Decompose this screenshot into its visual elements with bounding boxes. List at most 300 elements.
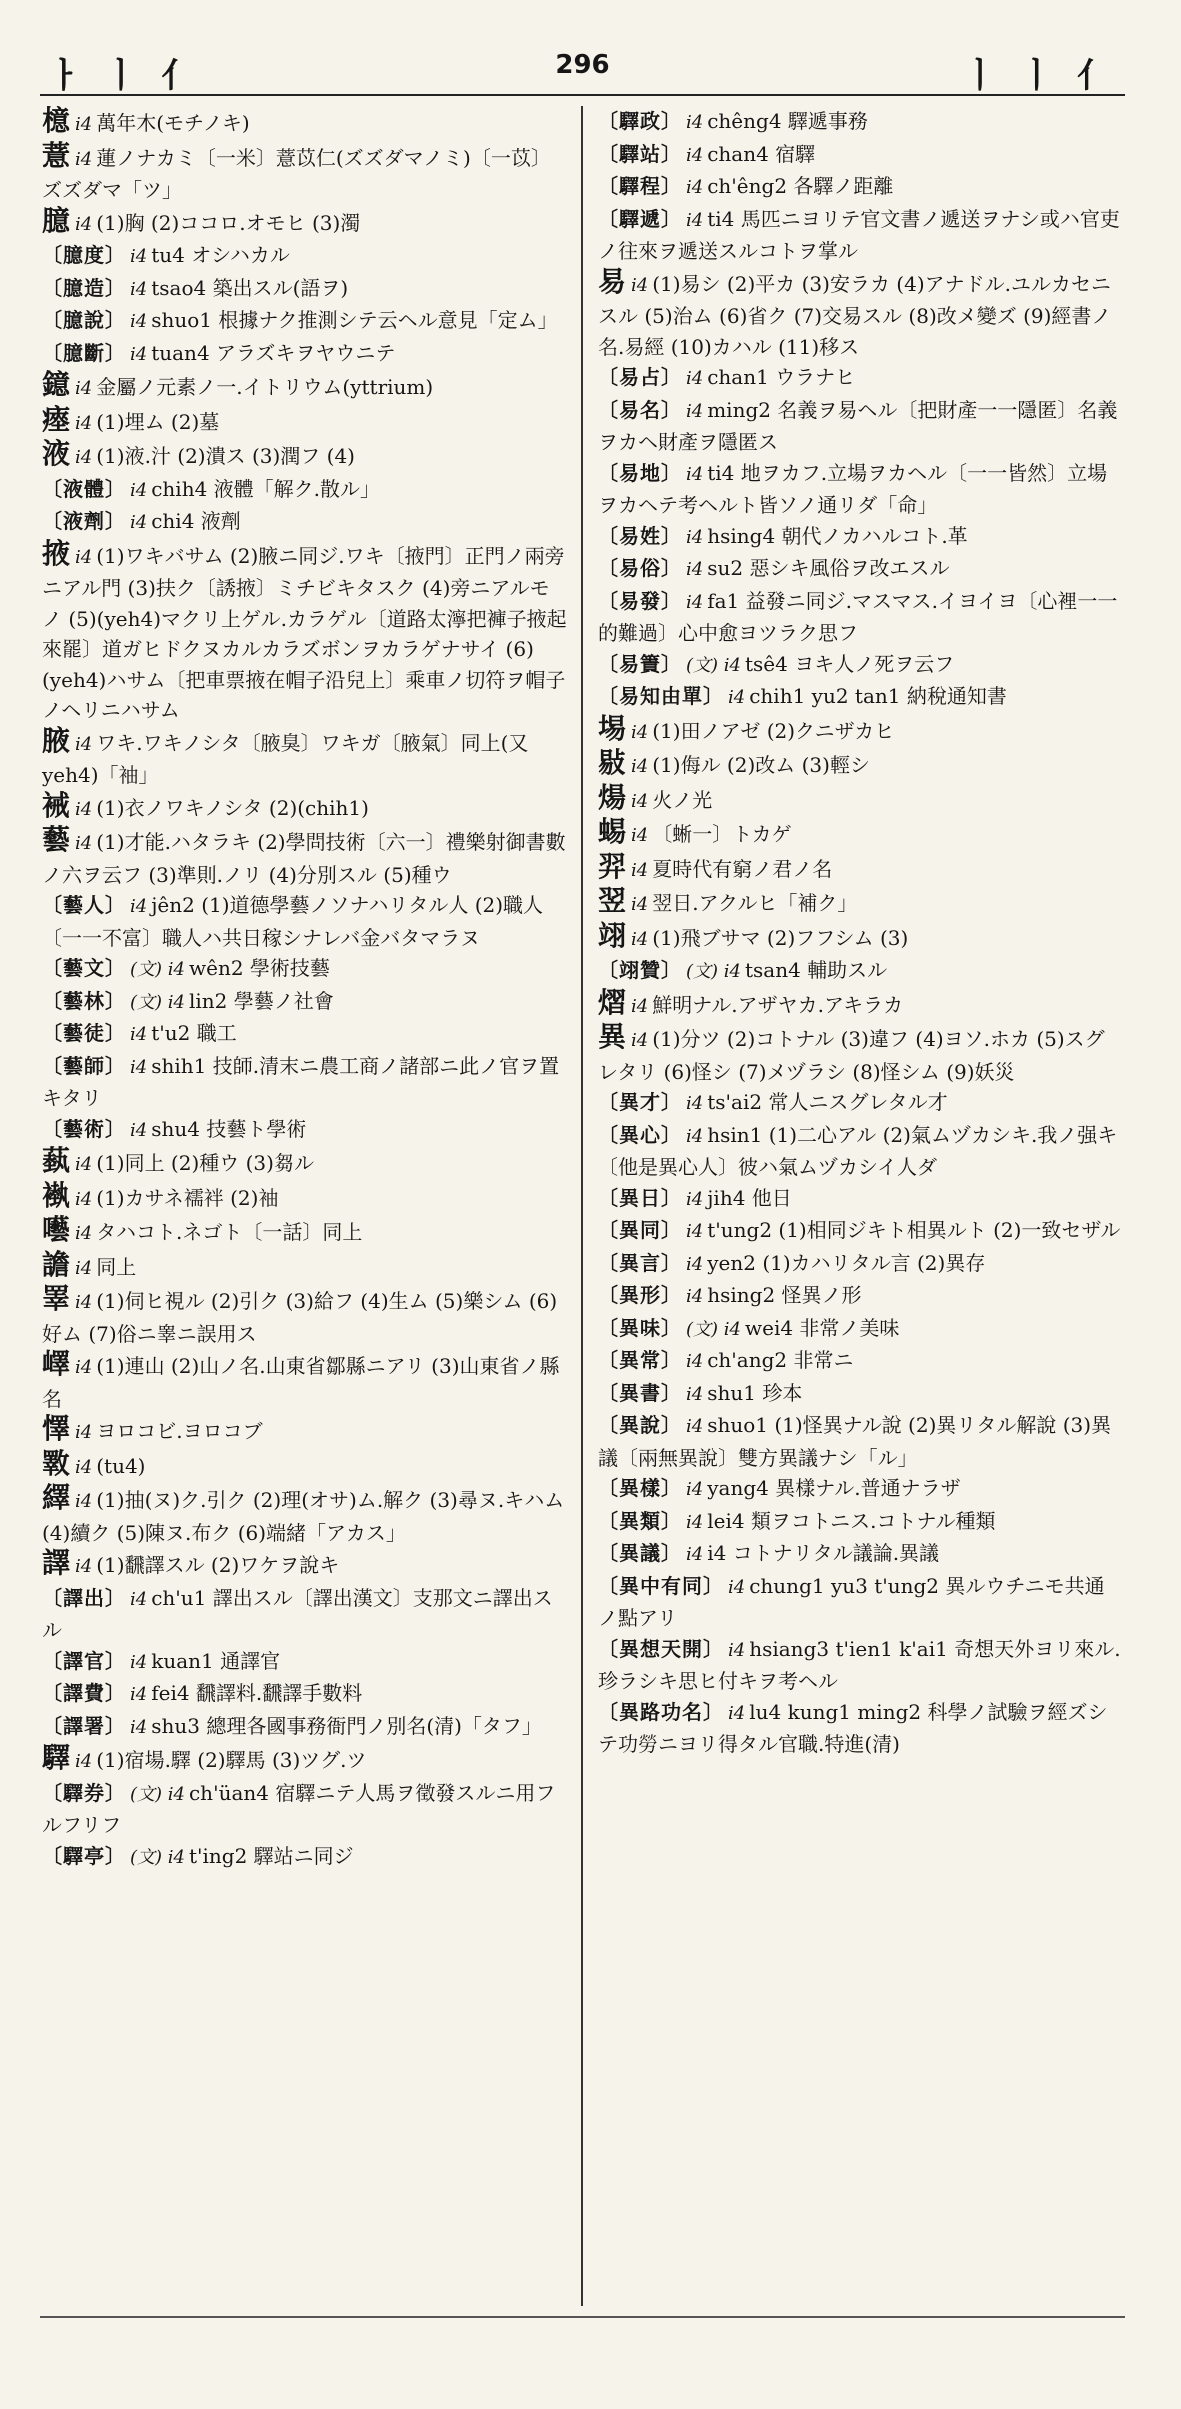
dictionary-columns bbox=[40, 106, 1125, 2306]
entry-headword: 〔臆造〕 bbox=[42, 275, 126, 300]
entry-headword: 〔驛遞〕 bbox=[598, 206, 682, 231]
header-radical-left: ㅏ ㅣ 亻 bbox=[48, 56, 202, 96]
entry-definition: chi4 液劑 bbox=[151, 509, 241, 533]
entry-reading: i4 bbox=[130, 1684, 148, 1705]
entry-headword: 〔驛亭〕 bbox=[42, 1843, 126, 1868]
dictionary-entry bbox=[40, 1711, 568, 1744]
entry-reading: i4 bbox=[631, 825, 649, 846]
entry-definition: 火ノ光 bbox=[652, 787, 713, 812]
dictionary-entry bbox=[596, 955, 1124, 988]
entry-definition: shu1 珍本 bbox=[707, 1380, 803, 1405]
entry-definition: (1)胸 (2)ココロ.オモヒ (3)濁 bbox=[96, 210, 361, 235]
entry-headword: 〔異想天開〕 bbox=[598, 1636, 724, 1661]
entry-headword: 翊 bbox=[598, 918, 628, 952]
entry-headword: 〔異形〕 bbox=[598, 1283, 682, 1307]
entry-headword: 〔異言〕 bbox=[598, 1250, 682, 1275]
entry-reading: i4 bbox=[75, 1422, 93, 1443]
entry-definition: shuo1 根據ナク推測シテ云ヘル意見「定ム」 bbox=[151, 308, 558, 332]
entry-reading: i4 bbox=[75, 378, 93, 399]
entry-definition: shu3 總理各國事務衙門ノ別名(清)「タフ」 bbox=[151, 1713, 542, 1738]
entry-headword: 異 bbox=[598, 1020, 628, 1053]
entry-headword: 藝 bbox=[42, 823, 72, 856]
entry-reading: i4 bbox=[686, 177, 704, 198]
entry-definition: (1)衣ノワキノシタ (2)(chih1) bbox=[96, 795, 369, 820]
dictionary-entry bbox=[596, 362, 1124, 395]
entry-reading: i4 bbox=[686, 144, 704, 166]
entry-definition: hsin1 (1)二心アル (2)氣ムヅカシキ.我ノ强キ〔他是異心人〕彼ハ氣ムヅカシイ人ダ bbox=[598, 1122, 1118, 1179]
dictionary-entry bbox=[40, 273, 568, 306]
dictionary-entry bbox=[596, 1183, 1124, 1216]
entry-definition: ming2 名義ヲ易ヘル〔把財產一一隱匿〕名義ヲカヘ財產ヲ隱匿ス bbox=[598, 397, 1118, 454]
entry-headword: 臆 bbox=[42, 203, 72, 237]
entry-reading: i4 bbox=[75, 1188, 93, 1210]
entry-definition: jên2 (1)道德學藝ノソナハリタル人 (2)職人〔一一不富〕職人ハ共日稼シナレバ金バタマラヌ bbox=[42, 893, 544, 950]
entry-headword: 〔驛政〕 bbox=[598, 109, 682, 133]
entry-reading: i4 bbox=[631, 859, 649, 881]
entry-definition: i4 コトナリタル議論.異議 bbox=[707, 1541, 940, 1565]
entry-headword: 瘞 bbox=[42, 402, 72, 436]
entry-reading: i4 bbox=[686, 1544, 704, 1565]
entry-reading: i4 bbox=[686, 591, 704, 613]
dictionary-entry bbox=[40, 1548, 568, 1583]
dictionary-entry bbox=[596, 711, 1124, 749]
entry-headword: 〔翊贊〕 bbox=[598, 958, 682, 982]
entry-headword: 褹 bbox=[42, 1178, 72, 1212]
entry-headword: 鐿 bbox=[42, 368, 72, 401]
entry-definition: tsao4 築出スル(語ヲ) bbox=[151, 275, 349, 300]
entry-headword: 腋 bbox=[42, 723, 72, 757]
entry-reading: i4 bbox=[75, 1257, 93, 1279]
dictionary-entry bbox=[596, 1215, 1124, 1248]
dictionary-entry bbox=[596, 204, 1124, 267]
entry-headword: 〔易發〕 bbox=[598, 588, 682, 613]
entry-reading: i4 bbox=[75, 833, 93, 854]
dictionary-entry bbox=[40, 1678, 568, 1711]
entry-reading: i4 bbox=[728, 1576, 746, 1598]
entry-definition: (1)ワキバサム (2)腋ニ同ジ.ワキ〔掖門〕正門ノ兩旁ニアル門 (3)扶ク〔誘掖〕ミチビキタスク (4)旁ニアルモノ (5)(yeh4)マクリ上ゲル.カラゲル〔道路太濘把褲子掖起來罷〕道ガヒドクヌカルカラズボンヲカラゲナサイ (6)(yeh4)ハサム〔把車票掖在帽子沿兒上〕乘車ノ切符ヲ帽子ノヘリニハサム bbox=[42, 543, 567, 722]
dictionary-entry bbox=[596, 1280, 1124, 1313]
entry-definition: kuan1 通譯官 bbox=[151, 1648, 281, 1673]
entry-headword: 〔譯官〕 bbox=[42, 1648, 126, 1673]
entry-headword: 〔易占〕 bbox=[598, 365, 682, 389]
entry-reading: i4 bbox=[130, 278, 148, 300]
entry-reading: (文) i4 bbox=[686, 961, 741, 982]
dictionary-entry bbox=[596, 458, 1124, 521]
entry-definition: 〔蜥一〕トカゲ bbox=[652, 822, 792, 846]
entry-reading: i4 bbox=[686, 209, 704, 231]
dictionary-entry bbox=[596, 1634, 1124, 1697]
entry-definition: (1)易シ (2)平カ (3)安ラカ (4)アナドル.ユルカセニスル (5)治ム (6)省ク (7)交易スル (8)改メ變ズ (9)經書ノ名.易經 (10)カハル (11)移ス bbox=[598, 271, 1112, 359]
dictionary-entry bbox=[40, 986, 568, 1019]
dictionary-entry bbox=[596, 264, 1124, 363]
entry-reading: i4 bbox=[130, 311, 148, 332]
entry-definition: tsê4 ヨキ人ノ死ヲ云フ bbox=[744, 651, 955, 676]
dictionary-entry bbox=[40, 370, 568, 405]
page-header bbox=[40, 34, 1125, 96]
entry-reading: i4 bbox=[631, 790, 649, 812]
entry-reading: i4 bbox=[130, 1651, 148, 1673]
entry-headword: 〔異常〕 bbox=[598, 1348, 682, 1372]
dictionary-entry bbox=[40, 536, 568, 726]
entry-reading: i4 bbox=[686, 559, 704, 580]
entry-definition: (1)田ノアゼ (2)クニザカヒ bbox=[652, 718, 895, 743]
entry-headword: 懌 bbox=[42, 1412, 72, 1445]
header-radical-right: ㅣ ㅣ 亻 bbox=[963, 56, 1117, 96]
dictionary-entry bbox=[40, 1247, 568, 1285]
dictionary-entry bbox=[40, 474, 568, 507]
entry-headword: 〔異類〕 bbox=[598, 1508, 682, 1533]
entry-headword: 易 bbox=[598, 264, 628, 298]
entry-definition: shih1 技師.清末ニ農工商ノ諸部ニ此ノ官ヲ置キタリ bbox=[42, 1053, 560, 1110]
dictionary-entry bbox=[40, 953, 568, 986]
entry-reading: i4 bbox=[130, 246, 148, 267]
dictionary-entry bbox=[596, 106, 1124, 139]
entry-definition: yang4 異樣ナル.普通ナラザ bbox=[707, 1476, 961, 1500]
dictionary-entry bbox=[596, 1345, 1124, 1378]
entry-definition: tsan4 輔助スル bbox=[744, 958, 888, 982]
entry-reading: i4 bbox=[631, 756, 649, 777]
entry-reading: (文) i4 bbox=[130, 959, 185, 980]
entry-definition: (1)連山 (2)山ノ名.山東省鄒縣ニアリ (3)山東省ノ縣名 bbox=[42, 1354, 560, 1411]
dictionary-entry bbox=[596, 1120, 1124, 1183]
dictionary-entry bbox=[596, 649, 1124, 682]
dictionary-entry bbox=[596, 1571, 1124, 1634]
entry-reading: i4 bbox=[686, 1416, 704, 1437]
entry-headword: 〔易名〕 bbox=[598, 397, 682, 422]
entry-headword: 檍 bbox=[42, 106, 72, 137]
entry-definition: (1)飛ブサマ (2)フフシム (3) bbox=[652, 925, 909, 950]
dictionary-entry bbox=[596, 521, 1124, 554]
entry-definition: (1)液.汁 (2)潰ス (3)潤フ (4) bbox=[96, 444, 355, 468]
entry-reading: i4 bbox=[728, 1702, 746, 1724]
entry-reading: i4 bbox=[686, 1125, 704, 1147]
dictionary-entry bbox=[596, 139, 1124, 172]
entry-headword: 〔異議〕 bbox=[598, 1541, 682, 1565]
entry-reading: i4 bbox=[631, 721, 649, 743]
entry-headword: 〔驛程〕 bbox=[598, 174, 682, 198]
entry-reading: i4 bbox=[686, 1253, 704, 1275]
entry-reading: i4 bbox=[75, 1357, 93, 1378]
entry-definition: tuan4 アラズキヲヤウニテ bbox=[151, 340, 396, 365]
dictionary-entry bbox=[40, 825, 568, 890]
dictionary-entry bbox=[40, 240, 568, 273]
dictionary-entry bbox=[40, 1215, 568, 1250]
entry-definition: 翌日.アクルヒ「補ク」 bbox=[652, 891, 858, 915]
entry-headword: 〔藝文〕 bbox=[42, 956, 126, 980]
dictionary-entry bbox=[596, 1410, 1124, 1473]
entry-definition: (tu4) bbox=[96, 1453, 146, 1478]
entry-reading: i4 bbox=[75, 546, 93, 568]
entry-headword: 〔異才〕 bbox=[598, 1090, 682, 1114]
entry-definition: 同上 bbox=[96, 1254, 137, 1279]
entry-definition: ch'üan4 宿驛ニテ人馬ヲ徵發スルニ用フルフリフ bbox=[42, 1780, 556, 1837]
dictionary-entry bbox=[596, 985, 1124, 1023]
entry-reading: (文) i4 bbox=[130, 1846, 185, 1868]
entry-definition: ti4 馬匹ニヨリテ官文書ノ遞送ヲナシ或ハ官吏ノ往來ヲ遞送スルコトヲ掌ル bbox=[598, 206, 1120, 263]
entry-reading: i4 bbox=[75, 114, 93, 135]
entry-definition: 夏時代有窮ノ君ノ名 bbox=[652, 856, 833, 881]
entry-definition: ワキ.ワキノシタ〔腋臭〕ワキガ〔腋氣〕同上(又yeh4)「袖」 bbox=[42, 730, 529, 787]
entry-definition: tu4 オシハカル bbox=[151, 243, 290, 267]
entry-headword: 煬 bbox=[598, 780, 628, 814]
entry-definition: lin2 學藝ノ社會 bbox=[188, 988, 334, 1013]
dictionary-entry bbox=[596, 1313, 1124, 1346]
entry-reading: i4 bbox=[686, 1221, 704, 1242]
entry-definition: t'u2 職工 bbox=[151, 1021, 237, 1045]
entry-headword: 〔異味〕 bbox=[598, 1315, 682, 1340]
entry-headword: 〔藝師〕 bbox=[42, 1053, 126, 1078]
entry-reading: i4 bbox=[75, 412, 93, 434]
dictionary-entry bbox=[596, 681, 1124, 714]
dictionary-entry bbox=[596, 1248, 1124, 1281]
entry-definition: su2 惡シキ風俗ヲ改エスル bbox=[707, 556, 950, 580]
entry-reading: i4 bbox=[631, 995, 649, 1017]
entry-headword: 〔異說〕 bbox=[598, 1413, 682, 1437]
entry-definition: wei4 非常ノ美味 bbox=[744, 1315, 900, 1340]
dictionary-entry bbox=[40, 1284, 568, 1349]
dictionary-entry bbox=[40, 439, 568, 474]
entry-definition: ch'ang2 非常ニ bbox=[707, 1348, 854, 1372]
entry-reading: i4 bbox=[75, 1751, 93, 1772]
entry-definition: chan1 ウラナヒ bbox=[707, 365, 856, 389]
entry-headword: 〔臆說〕 bbox=[42, 308, 126, 332]
entry-definition: (1)宿場.驛 (2)驛馬 (3)ツグ.ツ bbox=[96, 1748, 367, 1772]
entry-reading: i4 bbox=[686, 1351, 704, 1372]
entry-reading: i4 bbox=[686, 1093, 704, 1114]
entry-definition: 鮮明ナル.アザヤカ.アキラカ bbox=[652, 992, 904, 1017]
entry-reading: i4 bbox=[130, 896, 148, 917]
dictionary-entry bbox=[40, 1483, 568, 1548]
entry-headword: 〔譯出〕 bbox=[42, 1585, 126, 1610]
entry-headword: 〔異路功名〕 bbox=[598, 1699, 724, 1724]
entry-reading: i4 bbox=[75, 213, 93, 235]
entry-definition: 萬年木(モチノキ) bbox=[96, 111, 250, 135]
entry-headword: 〔液體〕 bbox=[42, 476, 126, 501]
entry-reading: (文) i4 bbox=[686, 1318, 741, 1340]
entry-reading: i4 bbox=[130, 479, 148, 501]
entry-reading: i4 bbox=[686, 112, 704, 133]
entry-headword: 蓺 bbox=[42, 1144, 72, 1177]
dictionary-entry bbox=[596, 918, 1124, 956]
dictionary-entry bbox=[40, 1051, 568, 1114]
dictionary-entry bbox=[40, 1018, 568, 1051]
dictionary-entry bbox=[40, 106, 568, 141]
entry-definition: fei4 飜譯料.飜譯手數料 bbox=[151, 1681, 363, 1705]
entry-definition: hsing4 朝代ノカハルコト.革 bbox=[707, 523, 968, 548]
entry-definition: shuo1 (1)怪異ナル說 (2)異リタル解說 (3)異議〔兩無異說〕雙方異議ナシ「ル」 bbox=[598, 1413, 1112, 1470]
entry-headword: 嶧 bbox=[42, 1347, 72, 1380]
entry-headword: 〔臆斷〕 bbox=[42, 340, 126, 365]
entry-reading: i4 bbox=[686, 1188, 704, 1210]
dictionary-entry bbox=[40, 402, 568, 440]
entry-headword: 〔易知由單〕 bbox=[598, 684, 724, 708]
entry-reading: i4 bbox=[75, 447, 93, 468]
entry-reading: i4 bbox=[75, 1154, 93, 1175]
entry-reading: (文) i4 bbox=[686, 654, 741, 676]
entry-headword: 〔藝人〕 bbox=[42, 893, 126, 917]
entry-reading: i4 bbox=[75, 1556, 93, 1577]
entry-headword: 繹 bbox=[42, 1481, 72, 1514]
right-column bbox=[596, 106, 1124, 2306]
footer-rule bbox=[40, 2316, 1125, 2318]
entry-definition: ts'ai2 常人ニスグレタル才 bbox=[707, 1090, 948, 1114]
entry-headword: 〔異同〕 bbox=[598, 1218, 682, 1242]
entry-reading: i4 bbox=[75, 1491, 93, 1512]
entry-headword: 睪 bbox=[42, 1282, 72, 1315]
entry-headword: 斁 bbox=[42, 1446, 72, 1480]
entry-headword: 〔臆度〕 bbox=[42, 243, 126, 267]
dictionary-entry bbox=[596, 1087, 1124, 1120]
entry-definition: ch'êng2 各驛ノ距離 bbox=[707, 174, 894, 198]
dictionary-entry bbox=[40, 506, 568, 539]
entry-definition: (1)カサネ襦袢 (2)袖 bbox=[96, 1185, 279, 1210]
dictionary-entry bbox=[40, 305, 568, 338]
entry-definition: hsing2 怪異ノ形 bbox=[707, 1283, 862, 1307]
entry-reading: i4 bbox=[631, 1030, 649, 1051]
entry-headword: 〔譯費〕 bbox=[42, 1681, 126, 1705]
entry-definition: t'ing2 驛站ニ同ジ bbox=[188, 1843, 354, 1868]
entry-definition: (1)同上 (2)種ウ (3)芻ル bbox=[96, 1151, 314, 1175]
dictionary-entry bbox=[40, 788, 568, 826]
entry-reading: i4 bbox=[686, 1383, 704, 1405]
dictionary-entry bbox=[40, 1114, 568, 1147]
entry-headword: 〔易地〕 bbox=[598, 460, 682, 485]
entry-headword: 〔譯署〕 bbox=[42, 1713, 126, 1738]
entry-definition: chih1 yu2 tan1 納稅通知書 bbox=[749, 684, 1007, 708]
dictionary-entry bbox=[40, 890, 568, 953]
dictionary-entry bbox=[596, 1506, 1124, 1539]
entry-definition: 金屬ノ元素ノ一.イトリウム(yttrium) bbox=[96, 375, 434, 399]
entry-headword: 羿 bbox=[598, 849, 628, 883]
entry-headword: 〔易姓〕 bbox=[598, 523, 682, 548]
entry-definition: (1)飜譯スル (2)ワケヲ說キ bbox=[96, 1553, 340, 1577]
dictionary-entry bbox=[40, 1178, 568, 1216]
dictionary-entry bbox=[596, 849, 1124, 887]
entry-headword: 〔液劑〕 bbox=[42, 509, 126, 533]
entry-definition: hsiang3 t'ien1 k'ai1 奇想天外ヨリ來ル. 珍ラシキ思ヒ付キヲ考ヘル bbox=[598, 1636, 1121, 1693]
entry-reading: i4 bbox=[130, 1056, 148, 1078]
entry-definition: (1)分ツ (2)コトナル (3)違フ (4)ヨソ.ホカ (5)スグレタリ (6)怪シ (7)メヅラシ (8)怪シム (9)妖災 bbox=[598, 1027, 1105, 1084]
entry-definition: (1)埋ム (2)墓 bbox=[96, 409, 220, 434]
entry-reading: i4 bbox=[728, 687, 746, 708]
dictionary-entry bbox=[40, 1583, 568, 1646]
entry-definition: 蓮ノナカミ〔一米〕薏苡仁(ズズダマノミ)〔一苡〕ズズダマ「ツ」 bbox=[42, 145, 551, 202]
entry-reading: i4 bbox=[130, 1024, 148, 1045]
entry-definition: ti4 地ヲカフ.立場ヲカヘル〔一一皆然〕立場ヲカヘテ考ヘルト皆ソノ通リダ「命」 bbox=[598, 460, 1108, 517]
entry-definition: lu4 kung1 ming2 科學ノ試驗ヲ經ズシテ功勞ニヨリ得タル官職.特進(清) bbox=[598, 1699, 1108, 1756]
entry-definition: chêng4 驛遞事務 bbox=[707, 109, 868, 133]
dictionary-entry bbox=[596, 171, 1124, 204]
entry-definition: wên2 學術技藝 bbox=[188, 956, 330, 980]
dictionary-entry bbox=[596, 1378, 1124, 1411]
dictionary-entry bbox=[596, 1473, 1124, 1506]
entry-reading: i4 bbox=[75, 1456, 93, 1478]
entry-reading: i4 bbox=[631, 274, 649, 296]
entry-reading: i4 bbox=[686, 400, 704, 422]
entry-reading: i4 bbox=[130, 1119, 148, 1141]
entry-headword: 翌 bbox=[598, 884, 628, 917]
dictionary-entry bbox=[40, 1349, 568, 1414]
entry-headword: 〔異書〕 bbox=[598, 1380, 682, 1405]
dictionary-entry bbox=[40, 723, 568, 791]
entry-headword: 〔驛站〕 bbox=[598, 141, 682, 166]
entry-headword: 〔藝林〕 bbox=[42, 988, 126, 1013]
entry-headword: 熠 bbox=[598, 985, 628, 1019]
entry-definition: chan4 宿驛 bbox=[707, 141, 816, 166]
dictionary-entry bbox=[596, 886, 1124, 921]
entry-definition: タハコト.ネゴト〔一話〕同上 bbox=[96, 1220, 363, 1244]
entry-definition: t'ung2 (1)相同ジキト相異ルト (2)一致セザル bbox=[707, 1218, 1121, 1242]
entry-reading: i4 bbox=[130, 512, 148, 533]
page-number: 296 bbox=[555, 50, 610, 80]
dictionary-entry bbox=[40, 1778, 568, 1841]
entry-reading: (文) i4 bbox=[130, 1783, 185, 1805]
dictionary-entry bbox=[40, 1446, 568, 1484]
entry-reading: i4 bbox=[130, 343, 148, 365]
entry-definition: ヨロコビ.ヨロコブ bbox=[96, 1419, 263, 1443]
entry-definition: jih4 他日 bbox=[707, 1185, 792, 1210]
entry-definition: (1)抽(ヌ)ク.引ク (2)理(オサ)ム.解ク (3)尋ヌ.キハム (4)續ク (5)陳ヌ.布ク (6)端緒「アカス」 bbox=[42, 1488, 565, 1545]
entry-definition: (1)才能.ハタラキ (2)學問技術〔六一〕禮樂射御書數ノ六ヲ云フ (3)準則.ノリ (4)分別スル (5)種ウ bbox=[42, 830, 566, 887]
entry-headword: 〔藝徒〕 bbox=[42, 1021, 126, 1045]
entry-headword: 掖 bbox=[42, 536, 72, 570]
entry-definition: chih4 液體「解ク.散ル」 bbox=[151, 476, 381, 501]
entry-reading: i4 bbox=[686, 1286, 704, 1307]
entry-headword: 埸 bbox=[598, 711, 628, 745]
dictionary-entry bbox=[40, 1841, 568, 1874]
entry-headword: 囈 bbox=[42, 1213, 72, 1246]
entry-reading: i4 bbox=[686, 1479, 704, 1500]
entry-reading: i4 bbox=[75, 798, 93, 820]
entry-definition: chung1 yu3 t'ung2 異ルウチニモ共通ノ點アリ bbox=[598, 1573, 1105, 1630]
entry-headword: 〔異心〕 bbox=[598, 1122, 682, 1147]
entry-headword: 〔驛券〕 bbox=[42, 1780, 126, 1805]
dictionary-entry bbox=[596, 748, 1124, 783]
dictionary-entry bbox=[40, 138, 568, 206]
dictionary-entry bbox=[40, 338, 568, 371]
entry-headword: 〔易俗〕 bbox=[598, 556, 682, 580]
entry-definition: (1)侮ル (2)改ム (3)輕シ bbox=[652, 753, 870, 777]
column-divider bbox=[581, 106, 583, 2306]
entry-definition: lei4 類ヲコトニス.コトナル種類 bbox=[707, 1508, 996, 1533]
entry-reading: i4 bbox=[686, 1511, 704, 1533]
dictionary-entry bbox=[40, 1743, 568, 1778]
entry-headword: 譫 bbox=[42, 1247, 72, 1281]
entry-reading: i4 bbox=[130, 1716, 148, 1738]
dictionary-entry bbox=[596, 1538, 1124, 1571]
dictionary-entry bbox=[596, 817, 1124, 852]
left-column bbox=[40, 106, 568, 2306]
entry-headword: 〔異日〕 bbox=[598, 1185, 682, 1210]
entry-reading: i4 bbox=[130, 1588, 148, 1610]
dictionary-entry bbox=[596, 1697, 1124, 1760]
entry-reading: i4 bbox=[631, 894, 649, 915]
dictionary-entry bbox=[596, 1022, 1124, 1087]
dictionary-entry bbox=[596, 586, 1124, 649]
entry-reading: i4 bbox=[631, 928, 649, 950]
entry-headword: 裓 bbox=[42, 788, 72, 822]
dictionary-entry bbox=[596, 780, 1124, 818]
entry-reading: i4 bbox=[75, 733, 93, 755]
entry-headword: 蜴 bbox=[598, 815, 628, 848]
dictionary-entry bbox=[40, 1146, 568, 1181]
entry-headword: 驛 bbox=[42, 1741, 72, 1774]
dictionary-entry bbox=[40, 1414, 568, 1449]
dictionary-entry bbox=[40, 203, 568, 241]
entry-definition: ch'u1 譯出スル〔譯出漢文〕支那文ニ譯出スル bbox=[42, 1585, 553, 1642]
entry-reading: i4 bbox=[686, 526, 704, 548]
entry-headword: 〔異樣〕 bbox=[598, 1476, 682, 1500]
